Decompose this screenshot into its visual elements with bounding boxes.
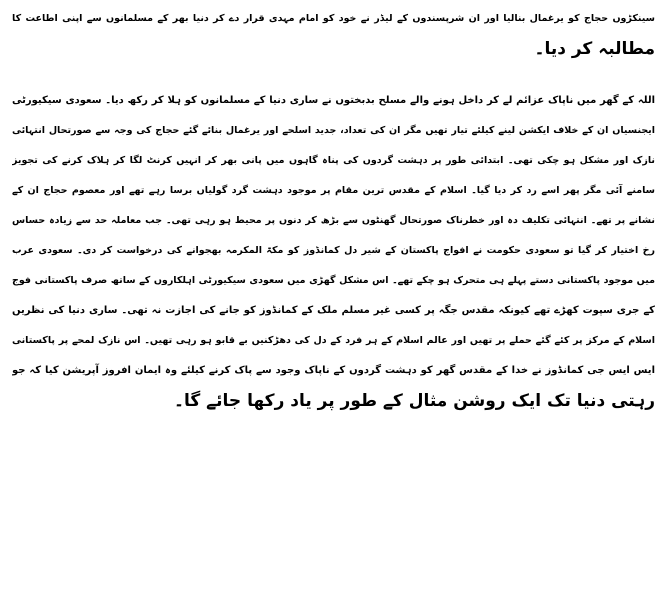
paragraph-gap [12,64,655,86]
paragraph-intro [12,4,655,64]
text-line: اللہ کے گھر میں ناپاک عزائم لے کر داخل ہونے والے مسلح بدبختوں نے ساری دنیا کے مسلمانوں کو ہلا کر رکھ دیا۔ سعودی سیکیورٹی [12,95,655,106]
text-line: ایجنسیاں ان کے خلاف ایکشن لینے کیلئے تیار تھیں مگر ان کی تعداد، جدید اسلحے اور یرغمال بنائے گئے حجاج کی وجہ سے صورتحال انتہائی [12,125,655,136]
text-line: رہتی دنیا تک ایک روشن مثال کے طور پر یاد رکھا جائے گا۔ [174,391,655,411]
text-line: سینکڑوں حجاج کو یرغمال بنالیا اور ان شرپسندوں کے لیڈر نے خود کو امام مہدی قرار دے کر دنیا بھر کے مسلمانوں سے اپنی اطاعت کا [12,13,655,24]
text-line: ایس ایس جی کمانڈوز نے خدا کے مقدس گھر کو دہشت گردوں کے ناپاک وجود سے پاک کرنے کیلئے وہ ایمان افروز آپریشن کیا کہ جو [12,365,655,376]
text-line: نشانے پر تھے۔ انتہائی تکلیف دہ اور خطرناک صورتحال گھنٹوں سے بڑھ کر دنوں پر محیط ہو رہی تھی۔ جب معاملہ حد سے زیادہ حساس [12,215,655,226]
text-line: میں موجود پاکستانی دستے پہلے ہی متحرک ہو چکے تھے۔ اس مشکل گھڑی میں سعودی سیکیورٹی اہلکاروں کے ساتھ صرف پاکستانی فوج [12,275,655,286]
paragraph-body [12,86,655,416]
text-line: کے جری سپوت کھڑے تھے کیونکہ مقدس جگہ پر کسی غیر مسلم ملک کے کمانڈوز کو جانے کی اجازت نہ تھی۔ ساری دنیا کی نظریں [12,305,655,316]
text-line: سامنے آئی مگر پھر اسے رد کر دیا گیا۔ اسلام کے مقدس ترین مقام پر موجود دہشت گرد گولیاں برسا رہے تھے اور معصوم حجاج ان کے [12,185,655,196]
text-line: نازک اور مشکل ہو چکی تھی۔ ابتدائی طور پر دہشت گردوں کی پناہ گاہوں میں پانی بھر کر انہیں کرنٹ لگا کر ہلاک کرنے کی تجویز [12,155,655,166]
text-line: اسلام کے مرکز پر کئے گئے حملے پر تھیں اور عالم اسلام کے ہر فرد کے دل کی دھڑکنیں بے قابو ہو رہی تھیں۔ اس نازک لمحے پر پاکستانی [12,335,655,346]
text-line: رخ اختیار کر گیا تو سعودی حکومت نے افواج پاکستان کے شیر دل کمانڈوز کو مکۃ المکرمہ بھجوانے کی درخواست کر دی۔ سعودی عرب [12,245,655,256]
text-line: مطالبہ کر دیا۔ [534,39,655,59]
